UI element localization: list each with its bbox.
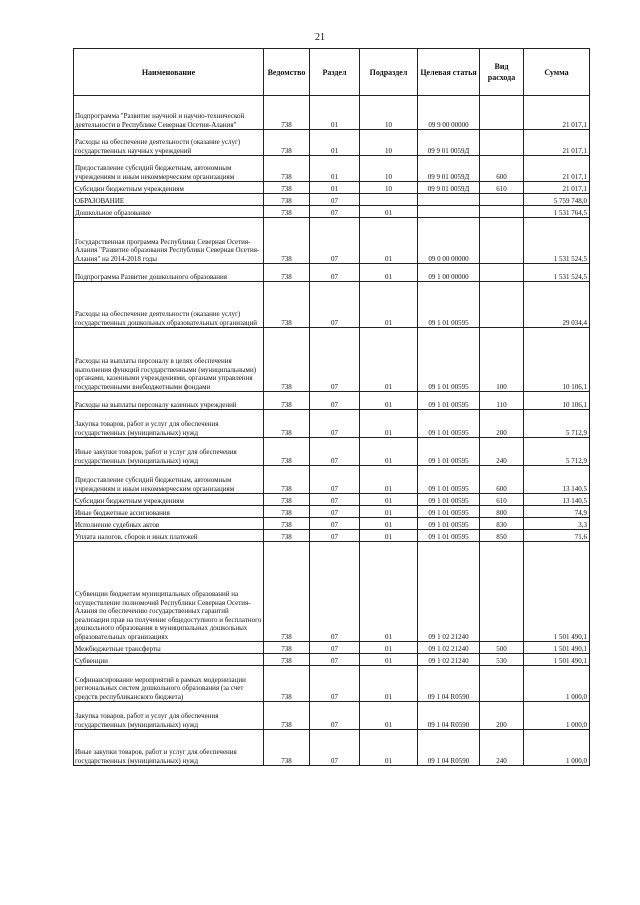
cell-target-article: 09 1 02 21240: [418, 642, 480, 654]
table-row: [74, 130, 590, 156]
cell-expense-type: 200: [480, 410, 524, 438]
header-name: Наименование: [74, 49, 264, 96]
cell-amount: 1 531 764,5: [524, 206, 590, 218]
cell-section: 07: [310, 264, 360, 282]
table-row: [74, 264, 590, 282]
cell-expense-type: 240: [480, 438, 524, 466]
table-header-row: [74, 49, 590, 96]
cell-amount: 1 000,0: [524, 730, 590, 766]
cell-department: 738: [264, 438, 310, 466]
table-row: [74, 438, 590, 466]
cell-department: 738: [264, 518, 310, 530]
cell-target-article: 09 9 01 0059Д: [418, 182, 480, 194]
cell-amount: 1 501 490,1: [524, 642, 590, 654]
cell-section: 07: [310, 518, 360, 530]
table-row: [74, 392, 590, 410]
cell-amount: 10 106,1: [524, 328, 590, 392]
cell-section: 07: [310, 702, 360, 730]
cell-target-article: [418, 206, 480, 218]
cell-subsection: 10: [360, 96, 418, 130]
table-row: [74, 328, 590, 392]
cell-target-article: 09 1 02 21240: [418, 542, 480, 642]
cell-target-article: 09 1 01 00595: [418, 438, 480, 466]
header-target-article: Целевая статья: [418, 49, 480, 96]
cell-amount: 74,9: [524, 506, 590, 518]
cell-department: 738: [264, 264, 310, 282]
cell-expense-type: [480, 264, 524, 282]
cell-amount: 5 712,9: [524, 438, 590, 466]
cell-amount: 5 712,9: [524, 410, 590, 438]
cell-section: 07: [310, 494, 360, 506]
cell-name: Иные закупки товаров, работ и услуг для обеспечения государственных (муниципальных) нужд: [74, 730, 264, 766]
cell-department: 738: [264, 642, 310, 654]
cell-expense-type: 500: [480, 642, 524, 654]
cell-section: 07: [310, 218, 360, 264]
cell-department: 738: [264, 282, 310, 328]
table-row: [74, 666, 590, 702]
cell-section: 07: [310, 328, 360, 392]
header-section: Раздел: [310, 49, 360, 96]
cell-target-article: 09 1 01 00595: [418, 518, 480, 530]
table-row: [74, 506, 590, 518]
cell-subsection: 10: [360, 156, 418, 182]
cell-name: Подпрограмма "Развитие научной и научно-технической деятельности в Республике Северная Осетия-Алания": [74, 96, 264, 130]
cell-section: 07: [310, 392, 360, 410]
cell-subsection: 01: [360, 518, 418, 530]
cell-expense-type: 610: [480, 494, 524, 506]
cell-subsection: 01: [360, 730, 418, 766]
cell-expense-type: [480, 542, 524, 642]
cell-amount: 10 106,1: [524, 392, 590, 410]
budget-table: [73, 48, 590, 766]
cell-subsection: 01: [360, 542, 418, 642]
cell-expense-type: 610: [480, 182, 524, 194]
cell-amount: 13 140,5: [524, 466, 590, 494]
table-row: [74, 654, 590, 666]
cell-department: 738: [264, 654, 310, 666]
cell-subsection: 01: [360, 642, 418, 654]
cell-subsection: 01: [360, 264, 418, 282]
cell-expense-type: 600: [480, 156, 524, 182]
cell-expense-type: [480, 218, 524, 264]
table-row: [74, 410, 590, 438]
cell-expense-type: 530: [480, 654, 524, 666]
cell-amount: 71,6: [524, 530, 590, 542]
cell-department: 738: [264, 156, 310, 182]
table-body: [74, 96, 590, 766]
cell-subsection: 01: [360, 506, 418, 518]
cell-target-article: 09 1 01 00595: [418, 410, 480, 438]
cell-department: 738: [264, 96, 310, 130]
cell-amount: 1 000,0: [524, 666, 590, 702]
cell-amount: 1 501 490,1: [524, 542, 590, 642]
table-row: [74, 96, 590, 130]
table-row: [74, 542, 590, 642]
cell-amount: 3,3: [524, 518, 590, 530]
cell-subsection: 01: [360, 282, 418, 328]
cell-amount: 1 000,0: [524, 702, 590, 730]
cell-department: 738: [264, 666, 310, 702]
cell-subsection: 01: [360, 530, 418, 542]
cell-name: Закупка товаров, работ и услуг для обеспечения государственных (муниципальных) нужд: [74, 702, 264, 730]
cell-expense-type: [480, 96, 524, 130]
cell-department: 738: [264, 506, 310, 518]
table-row: [74, 218, 590, 264]
cell-amount: 1 531 524,5: [524, 218, 590, 264]
cell-department: 738: [264, 530, 310, 542]
cell-section: 01: [310, 156, 360, 182]
cell-expense-type: [480, 194, 524, 206]
table-row: [74, 282, 590, 328]
cell-target-article: 09 1 01 00595: [418, 282, 480, 328]
cell-target-article: 09 1 01 00595: [418, 494, 480, 506]
cell-subsection: 01: [360, 702, 418, 730]
cell-department: 738: [264, 702, 310, 730]
cell-amount: 29 034,4: [524, 282, 590, 328]
cell-target-article: 09 9 01 0059Д: [418, 130, 480, 156]
header-expense-type: Вид расхода: [480, 49, 524, 96]
cell-target-article: 09 1 02 21240: [418, 654, 480, 666]
cell-amount: 21 017,1: [524, 130, 590, 156]
cell-name: Расходы на выплаты персоналу в целях обеспечения выполнения функций государственными (муниципальными) органами, казенными учреждениями, органами управления государственными внебюджетными фондами: [74, 328, 264, 392]
cell-section: 07: [310, 466, 360, 494]
cell-name: Субвенции: [74, 654, 264, 666]
cell-amount: 21 017,1: [524, 156, 590, 182]
cell-subsection: 01: [360, 494, 418, 506]
cell-expense-type: 830: [480, 518, 524, 530]
cell-department: 738: [264, 392, 310, 410]
cell-expense-type: 110: [480, 392, 524, 410]
cell-name: Предоставление субсидий бюджетным, автономным учреждениям и иным некоммерческим организациям: [74, 466, 264, 494]
cell-expense-type: [480, 666, 524, 702]
cell-target-article: 09 9 01 0059Д: [418, 156, 480, 182]
cell-subsection: 01: [360, 654, 418, 666]
table-row: [74, 530, 590, 542]
cell-target-article: 09 1 01 00595: [418, 392, 480, 410]
cell-amount: 21 017,1: [524, 182, 590, 194]
cell-subsection: 10: [360, 182, 418, 194]
cell-target-article: 09 1 04 R0590: [418, 730, 480, 766]
cell-name: Субсидии бюджетным учреждениям: [74, 182, 264, 194]
cell-target-article: [418, 194, 480, 206]
cell-expense-type: 850: [480, 530, 524, 542]
table-row: [74, 702, 590, 730]
cell-amount: 5 759 748,0: [524, 194, 590, 206]
cell-subsection: 01: [360, 666, 418, 702]
cell-amount: 13 140,5: [524, 494, 590, 506]
cell-target-article: 09 1 04 R0590: [418, 702, 480, 730]
cell-subsection: 01: [360, 328, 418, 392]
page-number: 21: [315, 32, 325, 43]
cell-amount: 1 501 490,1: [524, 654, 590, 666]
cell-name: Подпрограмма Развитие дошкольного образования: [74, 264, 264, 282]
cell-subsection: 10: [360, 130, 418, 156]
cell-section: 07: [310, 206, 360, 218]
cell-subsection: 01: [360, 466, 418, 494]
cell-target-article: 09 1 01 00595: [418, 506, 480, 518]
cell-name: Расходы на обеспечение деятельности (оказание услуг) государственных научных учреждений: [74, 130, 264, 156]
cell-section: 07: [310, 282, 360, 328]
cell-target-article: 09 1 01 00595: [418, 466, 480, 494]
cell-expense-type: [480, 282, 524, 328]
cell-name: Межбюджетные трансферты: [74, 642, 264, 654]
cell-section: 07: [310, 410, 360, 438]
cell-section: 07: [310, 730, 360, 766]
header-amount: Сумма: [524, 49, 590, 96]
cell-name: Уплата налогов, сборов и иных платежей: [74, 530, 264, 542]
cell-department: 738: [264, 194, 310, 206]
cell-name: Дошкольное образование: [74, 206, 264, 218]
table-row: [74, 730, 590, 766]
cell-department: 738: [264, 410, 310, 438]
cell-section: 07: [310, 654, 360, 666]
cell-subsection: 01: [360, 206, 418, 218]
table-row: [74, 466, 590, 494]
table-row: [74, 518, 590, 530]
cell-section: 01: [310, 96, 360, 130]
table-row: [74, 494, 590, 506]
table-row: [74, 642, 590, 654]
cell-subsection: 01: [360, 218, 418, 264]
cell-target-article: 09 9 00 00000: [418, 96, 480, 130]
cell-name: Иные бюджетные ассигнования: [74, 506, 264, 518]
cell-section: 07: [310, 530, 360, 542]
cell-expense-type: 240: [480, 730, 524, 766]
cell-expense-type: 100: [480, 328, 524, 392]
cell-target-article: 09 1 01 00595: [418, 328, 480, 392]
cell-section: 07: [310, 642, 360, 654]
cell-subsection: 01: [360, 410, 418, 438]
cell-name: Предоставление субсидий бюджетным, автономным учреждениям и иным некоммерческим организациям: [74, 156, 264, 182]
cell-subsection: 01: [360, 392, 418, 410]
table-row: [74, 194, 590, 206]
header-department: Ведомство: [264, 49, 310, 96]
table-row: [74, 156, 590, 182]
cell-section: 01: [310, 182, 360, 194]
cell-expense-type: 200: [480, 702, 524, 730]
table-row: [74, 206, 590, 218]
table-row: [74, 182, 590, 194]
cell-target-article: 09 1 04 R0590: [418, 666, 480, 702]
cell-department: 738: [264, 328, 310, 392]
cell-name: Иные закупки товаров, работ и услуг для обеспечения государственных (муниципальных) нужд: [74, 438, 264, 466]
cell-expense-type: [480, 130, 524, 156]
cell-subsection: 01: [360, 438, 418, 466]
cell-target-article: 09 1 01 00595: [418, 530, 480, 542]
cell-amount: 1 531 524,5: [524, 264, 590, 282]
cell-department: 738: [264, 542, 310, 642]
cell-amount: 21 017,1: [524, 96, 590, 130]
cell-department: 738: [264, 494, 310, 506]
cell-name: ОБРАЗОВАНИЕ: [74, 194, 264, 206]
cell-expense-type: 600: [480, 466, 524, 494]
cell-department: 738: [264, 466, 310, 494]
cell-expense-type: 800: [480, 506, 524, 518]
cell-department: 738: [264, 182, 310, 194]
cell-subsection: [360, 194, 418, 206]
cell-name: Субсидии бюджетным учреждениям: [74, 494, 264, 506]
cell-name: Государственная программа Республики Северная Осетия-Алания "Развитие образования Республики Северная Осетия-Алания" на 2014-2018 годы: [74, 218, 264, 264]
cell-section: 07: [310, 194, 360, 206]
cell-expense-type: [480, 206, 524, 218]
cell-section: 07: [310, 506, 360, 518]
header-subsection: Подраздел: [360, 49, 418, 96]
cell-department: 738: [264, 130, 310, 156]
cell-section: 01: [310, 130, 360, 156]
cell-section: 07: [310, 438, 360, 466]
cell-target-article: 09 0 00 00000: [418, 218, 480, 264]
cell-name: Софинансирование мероприятий в рамках модернизации региональных систем дошкольного образования (за счет средств республиканского бюджета): [74, 666, 264, 702]
cell-department: 738: [264, 206, 310, 218]
cell-target-article: 09 1 00 00000: [418, 264, 480, 282]
cell-name: Закупка товаров, работ и услуг для обеспечения государственных (муниципальных) нужд: [74, 410, 264, 438]
cell-section: 07: [310, 666, 360, 702]
cell-name: Расходы на выплаты персоналу казенных учреждений: [74, 392, 264, 410]
cell-name: Расходы на обеспечение деятельности (оказание услуг) государственных дошкольных образовательных организаций: [74, 282, 264, 328]
cell-name: Субвенции бюджетам муниципальных образований на осуществление полномочий Республики Северная Осетия-Алания по обеспечению государственных гарантий реализации прав на получение общедоступного и бесплатного дошкольного образования в муниципальных дошкольных образовательных организациях: [74, 542, 264, 642]
cell-name: Исполнение судебных актов: [74, 518, 264, 530]
cell-department: 738: [264, 730, 310, 766]
cell-section: 07: [310, 542, 360, 642]
cell-department: 738: [264, 218, 310, 264]
